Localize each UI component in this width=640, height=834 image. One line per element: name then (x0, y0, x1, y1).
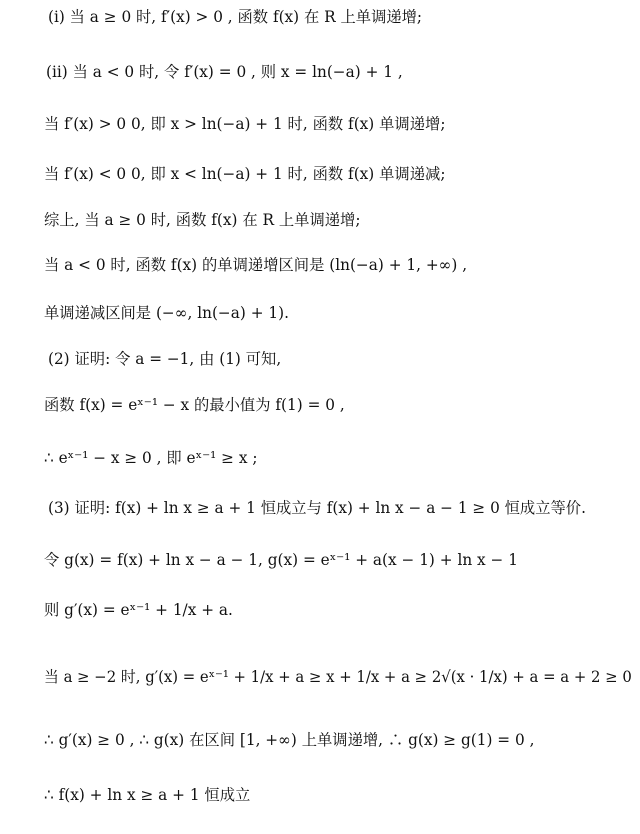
text-line-3-content: 当 f′(x) > 0 0, 即 x > ln(−a) + 1 时, 函数 f(x) 单调递增; (44, 115, 446, 133)
text-line-12-content: 令 g(x) = f(x) + ln x − a − 1, g(x) = eˣ⁻¹ + a(x − 1) + ln x − 1 (44, 551, 518, 569)
text-line-4 (44, 167, 640, 183)
text-line-10 (44, 451, 640, 467)
text-line-6-content: 当 a < 0 时, 函数 f(x) 的单调递增区间是 (ln(−a) + 1, +∞) , (44, 256, 468, 274)
text-line-6 (44, 258, 640, 274)
text-line-3 (44, 117, 640, 133)
text-line-4-content: 当 f′(x) < 0 0, 即 x < ln(−a) + 1 时, 函数 f(x) 单调递减; (44, 165, 446, 183)
text-line-12 (44, 553, 640, 569)
text-line-11 (48, 501, 640, 517)
text-line-15-content: ∴ g′(x) ≥ 0 , ∴ g(x) 在区间 [1, +∞) 上单调递增, ∴ g(x) ≥ g(1) = 0 , (44, 731, 535, 749)
text-line-1-content: (i) 当 a ≥ 0 时, f′(x) > 0 , 函数 f(x) 在 R 上单调递增; (48, 8, 423, 26)
text-line-15 (44, 733, 640, 749)
text-line-14 (44, 670, 640, 686)
text-line-9 (44, 398, 640, 414)
text-line-9-content: 函数 f(x) = eˣ⁻¹ − x 的最小值为 f(1) = 0 , (44, 396, 345, 414)
text-line-2 (46, 65, 640, 81)
text-line-8-content: (2) 证明: 令 a = −1, 由 (1) 可知, (48, 350, 282, 368)
text-line-13-content: 则 g′(x) = eˣ⁻¹ + 1/x + a. (44, 601, 233, 619)
text-line-5-content: 综上, 当 a ≥ 0 时, 函数 f(x) 在 R 上单调递增; (44, 211, 361, 229)
text-line-10-content: ∴ eˣ⁻¹ − x ≥ 0 , 即 eˣ⁻¹ ≥ x ; (44, 449, 258, 467)
text-line-14-content: 当 a ≥ −2 时, g′(x) = eˣ⁻¹ + 1/x + a ≥ x + 1/x + a ≥ 2√(x · 1/x) + a = a + 2 ≥ 0 (44, 668, 632, 686)
text-line-1 (48, 10, 640, 26)
text-line-8 (48, 352, 640, 368)
text-line-11-content: (3) 证明: f(x) + ln x ≥ a + 1 恒成立与 f(x) + ln x − a − 1 ≥ 0 恒成立等价. (48, 499, 586, 517)
text-line-7 (44, 306, 640, 322)
text-line-7-content: 单调递减区间是 (−∞, ln(−a) + 1). (44, 304, 289, 322)
text-line-2-content: (ii) 当 a < 0 时, 令 f′(x) = 0 , 则 x = ln(−a) + 1 , (46, 63, 403, 81)
text-line-16-content: ∴ f(x) + ln x ≥ a + 1 恒成立 (44, 786, 251, 804)
text-line-16 (44, 788, 640, 804)
text-line-13 (44, 603, 640, 619)
text-line-5 (44, 213, 640, 229)
